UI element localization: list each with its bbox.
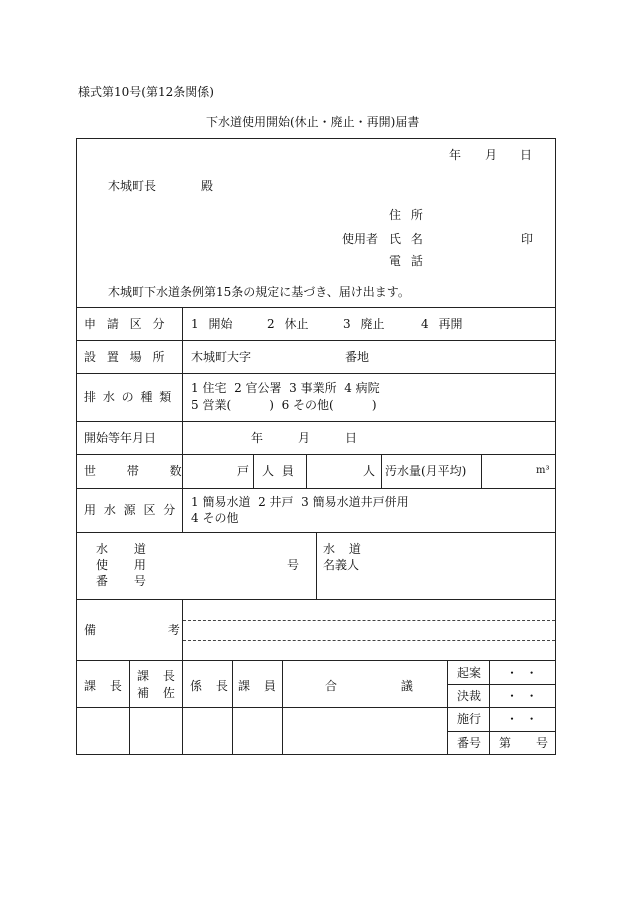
rule	[306, 454, 307, 488]
location-label: 設 置 場 所	[84, 350, 165, 364]
phone-label: 電 話	[389, 254, 423, 268]
rule	[76, 340, 556, 341]
assistant-chief-label-1: 課 長	[137, 669, 175, 683]
rule	[76, 454, 556, 455]
water-source-label: 用 水 源 区 分	[84, 503, 176, 517]
household-unit: 戸	[237, 464, 250, 478]
start-date-day: 日	[345, 431, 358, 445]
water-number-label-1: 水 道	[96, 542, 146, 556]
drainage-line-1: 1 住宅 2 官公署 3 事業所 4 病院	[191, 381, 380, 395]
table-border-left	[76, 138, 77, 754]
number-label: 番号	[457, 736, 482, 750]
statement: 木城町下水道条例第15条の規定に基づき、届け出ます。	[108, 285, 410, 299]
label-divider	[182, 307, 183, 532]
rule	[76, 707, 447, 708]
option-start: 1 開始	[191, 317, 233, 331]
sewage-label: 汚水量(月平均)	[385, 464, 467, 478]
header-month: 月	[485, 148, 498, 162]
water-source-line-2: 4 その他	[191, 511, 239, 525]
table-border-top	[76, 138, 556, 139]
label-divider	[182, 599, 183, 754]
members-label: 人 員	[262, 464, 294, 478]
household-label: 世 帯 数	[84, 464, 182, 478]
rule	[381, 454, 382, 488]
number-prefix: 第	[499, 736, 512, 750]
rule	[447, 731, 555, 732]
water-holder-label-1: 水 道	[323, 542, 361, 556]
drainage-type-label: 排 水 の 種 類	[84, 390, 172, 404]
rule	[447, 707, 555, 708]
rule	[76, 488, 556, 489]
rule	[447, 684, 555, 685]
number-suffix: 号	[536, 736, 549, 750]
header-year: 年	[449, 148, 462, 162]
decision-date: ・ ・	[506, 689, 538, 703]
location-suffix: 番地	[345, 350, 370, 364]
start-date-year: 年	[251, 431, 264, 445]
rule	[76, 373, 556, 374]
enforcement-date: ・ ・	[506, 712, 538, 726]
rule	[316, 532, 317, 599]
remarks-line	[183, 620, 555, 621]
application-type-label: 申 請 区 分	[84, 317, 165, 331]
address-label: 住 所	[389, 208, 423, 222]
rule	[253, 454, 254, 488]
remarks-line	[183, 640, 555, 641]
enforcement-label: 施行	[457, 712, 482, 726]
drainage-line-2: 5 営業( ) 6 その他( )	[191, 398, 377, 412]
name-label: 氏 名	[389, 232, 423, 246]
draft-label: 起案	[457, 666, 482, 680]
location-prefix: 木城町大字	[191, 350, 252, 364]
assistant-chief-label-2: 補 佐	[137, 686, 175, 700]
water-source-line-1: 1 簡易水道 2 井戸 3 簡易水道井戸併用	[191, 495, 409, 509]
table-border-right	[555, 138, 556, 754]
addressee: 木城町長	[108, 179, 157, 193]
seal-mark: 印	[521, 232, 534, 246]
subsection-chief-label: 係 長	[190, 679, 228, 693]
applicant-role: 使用者	[342, 232, 379, 246]
table-border-bottom	[76, 754, 556, 755]
rule	[76, 660, 556, 661]
start-date-label: 開始等年月日	[84, 431, 157, 445]
rule	[76, 307, 556, 308]
sewage-unit: m³	[536, 465, 550, 476]
rule	[481, 454, 482, 488]
form-title: 下水道使用開始(休止・廃止・再開)届書	[206, 115, 420, 129]
form-number: 様式第10号(第12条関係)	[78, 85, 214, 99]
option-abolish: 3 廃止	[343, 317, 385, 331]
draft-date: ・ ・	[506, 666, 538, 680]
start-date-month: 月	[298, 431, 311, 445]
water-number-label-2: 使 用	[96, 558, 146, 572]
water-number-suffix: 号	[287, 558, 300, 572]
members-unit: 人	[363, 464, 376, 478]
section-chief-label: 課 長	[84, 679, 122, 693]
consultation-label: 合 議	[325, 679, 413, 693]
water-number-label-3: 番 号	[96, 574, 146, 588]
remarks-label: 備 考	[84, 623, 180, 637]
staff-label: 課 員	[238, 679, 276, 693]
rule	[76, 599, 556, 600]
header-day: 日	[520, 148, 533, 162]
water-holder-label-2: 名義人	[323, 558, 360, 572]
decision-label: 決裁	[457, 689, 482, 703]
option-resume: 4 再開	[421, 317, 463, 331]
rule	[76, 421, 556, 422]
option-suspend: 2 休止	[267, 317, 309, 331]
honorific: 殿	[201, 179, 214, 193]
